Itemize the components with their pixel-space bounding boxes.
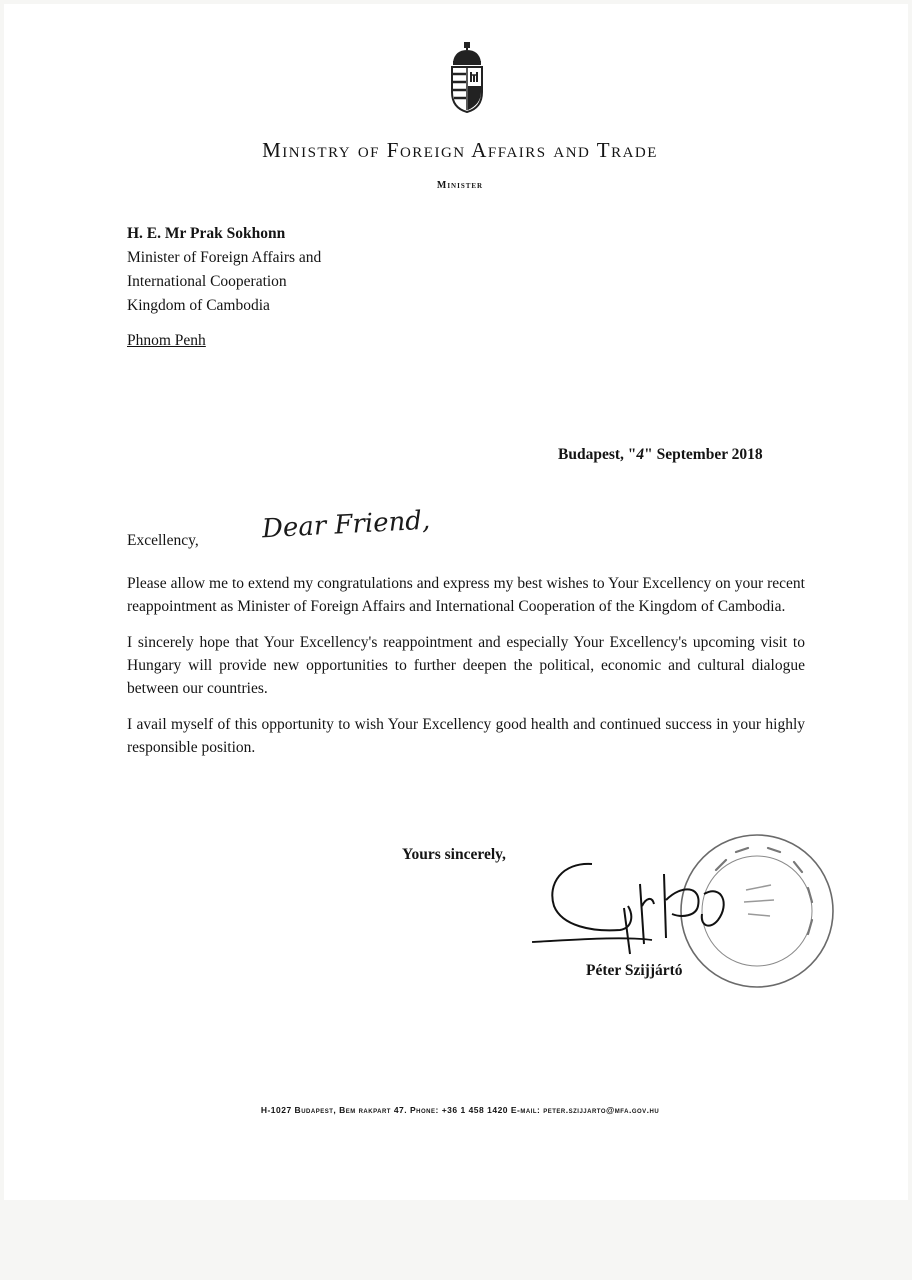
recipient-address [127,222,321,318]
letter-body [127,572,805,772]
ministry-heading: Ministry of Foreign Affairs and Trade [262,138,658,162]
recipient-title-line-2: International Cooperation [127,273,287,290]
date-rest: " September 2018 [644,446,763,463]
body-paragraph: I avail myself of this opportunity to wish Your Excellency good health and continued success in your highly responsible position. [127,716,805,756]
letter-page [4,4,908,1200]
letterhead-footer: H-1027 Budapest, Bem rakpart 47. Phone: +36 1 458 1420 E-mail: peter.szijjarto@mfa.gov.hu [260,1105,660,1115]
recipient-city: Phnom Penh [127,332,206,349]
date-day: 4 [636,446,645,463]
letter-date [558,446,763,464]
body-paragraph: I sincerely hope that Your Excellency's reappointment and especially Your Excellency's upcoming visit to Hungary will provide new opportunities to further deepen the political, economic and cultural dialogue between our countries. [127,634,805,697]
salutation: Excellency, [127,532,199,549]
recipient-country: Kingdom of Cambodia [127,297,270,314]
office-label: Minister [436,180,484,191]
recipient-title-line-1: Minister of Foreign Affairs and [127,249,322,266]
date-place: Budapest, " [558,446,637,463]
recipient-name: H. E. Mr Prak Sokhonn [127,225,286,242]
coat-of-arms-icon [447,42,487,114]
signer-name: Péter Szijjártó [586,962,683,979]
closing: Yours sincerely, [402,846,506,863]
body-paragraph: Please allow me to extend my congratulations and express my best wishes to Your Excellency on your recent reappointment as Minister of Foreign Affairs and International Cooperation of the Kingdom of Cambodia. [127,575,805,615]
signature [532,844,752,974]
handwritten-note: Dear Friend, [261,505,431,545]
